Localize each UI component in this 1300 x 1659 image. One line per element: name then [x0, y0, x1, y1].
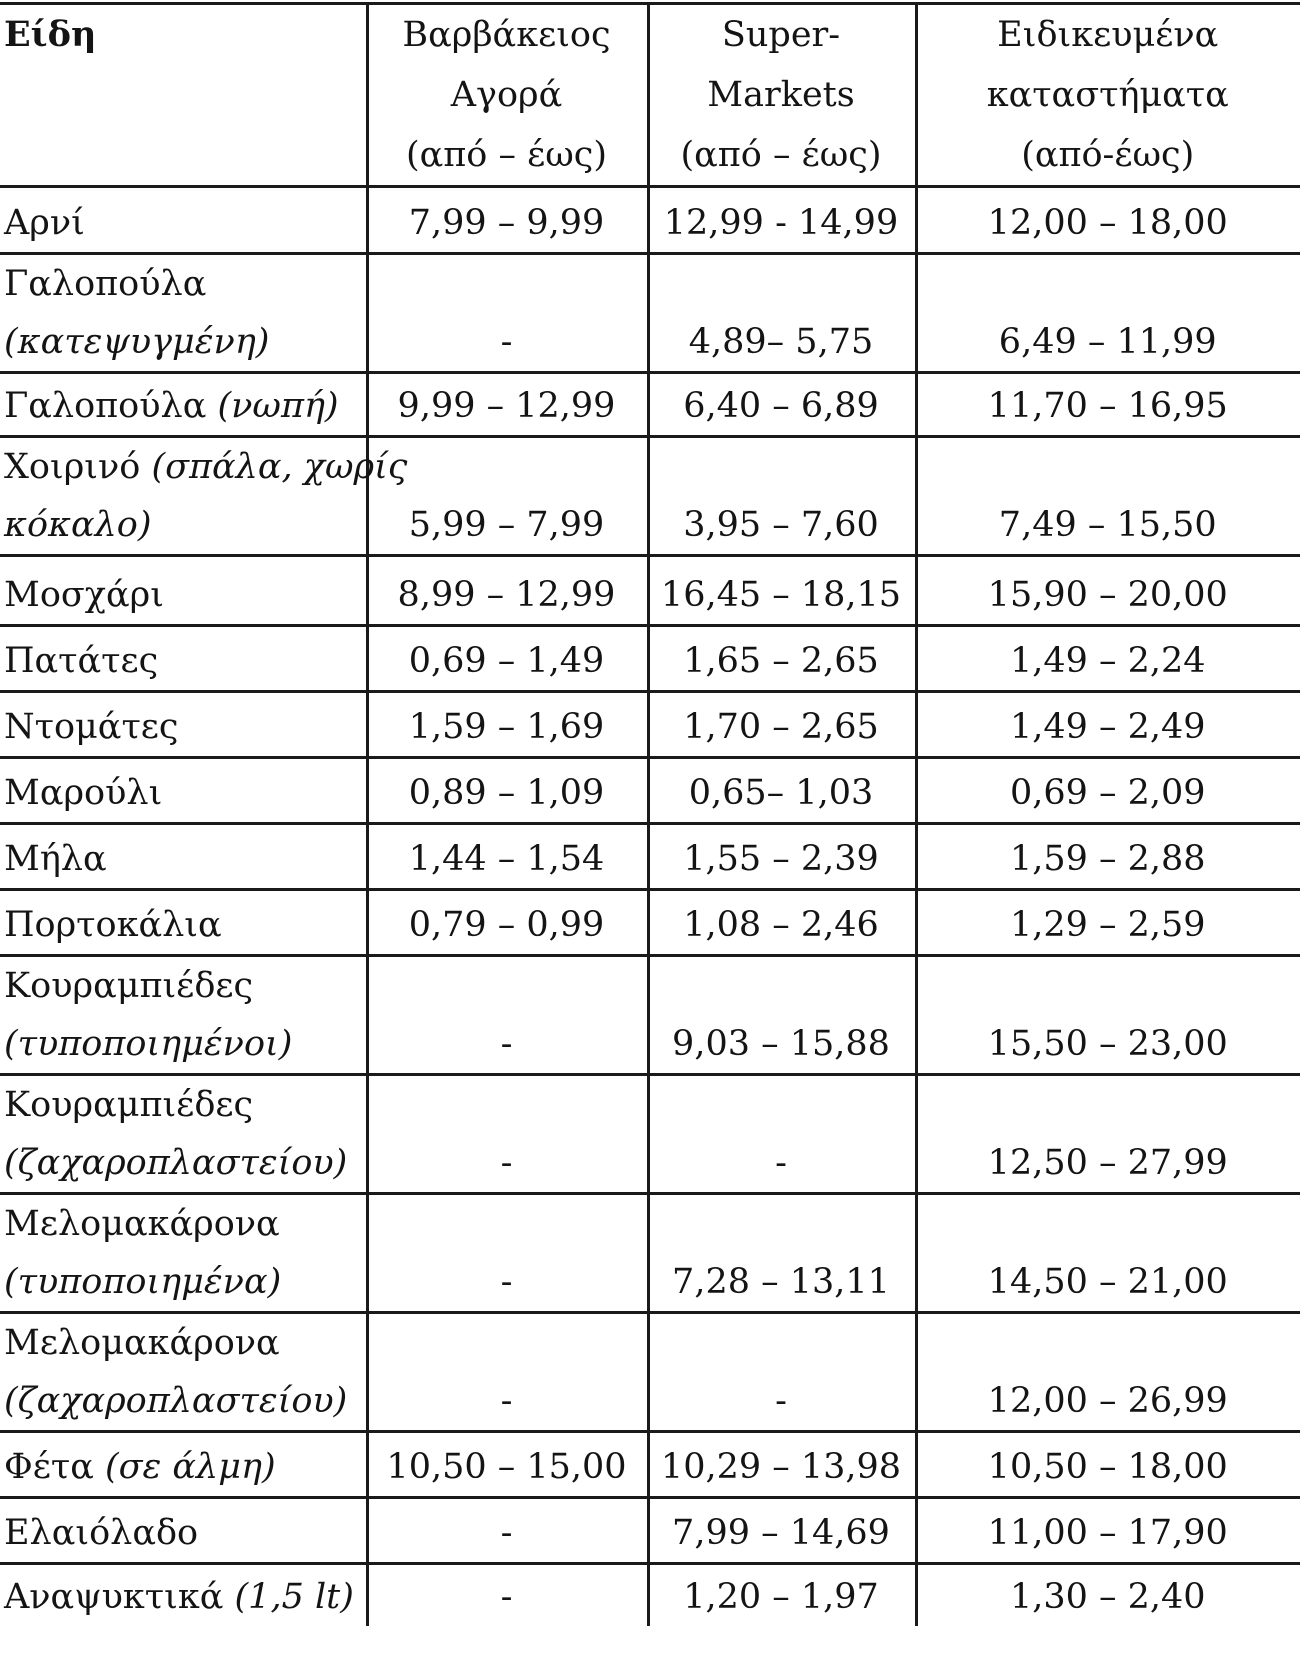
- header-supermarkets-line: Super-Markets: [707, 15, 855, 115]
- item-name: Χοιρινό: [4, 447, 152, 487]
- table-row: [0, 1498, 1300, 1564]
- specialty-price: 1,59 – 2,88: [916, 824, 1300, 890]
- item-note-continued: κόκαλο): [4, 505, 152, 545]
- specialty-price: 11,70 – 16,95: [916, 373, 1300, 437]
- market-price: -: [367, 1564, 648, 1626]
- header-market: [367, 4, 648, 187]
- item-cell: [0, 824, 367, 890]
- market-price: -: [367, 956, 648, 1075]
- market-price: 1,59 – 1,69: [367, 692, 648, 758]
- table-row: [0, 1075, 1300, 1194]
- header-item: [0, 4, 367, 187]
- table-row: [0, 956, 1300, 1075]
- item-name: Γαλοπούλα: [4, 264, 207, 304]
- header-specialty-line: καταστήματα: [986, 75, 1229, 115]
- specialty-price: 12,50 – 27,99: [916, 1075, 1300, 1194]
- specialty-price: 6,49 – 11,99: [916, 254, 1300, 373]
- market-price: -: [367, 1194, 648, 1313]
- item-note: (κατεψυγμένη): [4, 322, 270, 362]
- item-name: Αναψυκτικά: [4, 1576, 235, 1617]
- market-price: 0,89 – 1,09: [367, 758, 648, 824]
- specialty-price: 10,50 – 18,00: [916, 1432, 1300, 1498]
- supermarket-price: 1,08 – 2,46: [648, 890, 916, 956]
- header-row: [0, 4, 1300, 187]
- item-note: (νωπή): [217, 386, 339, 426]
- specialty-price: 1,49 – 2,24: [916, 626, 1300, 692]
- specialty-price: 12,00 – 26,99: [916, 1313, 1300, 1432]
- item-cell: [0, 1194, 367, 1313]
- market-price: 5,99 – 7,99: [367, 437, 648, 556]
- item-cell: [0, 1075, 367, 1194]
- item-cell: [0, 1498, 367, 1564]
- item-cell: [0, 956, 367, 1075]
- item-name: Γαλοπούλα: [4, 386, 218, 426]
- header-item-label: Είδη: [4, 14, 97, 55]
- item-name: Πατάτες: [4, 641, 159, 681]
- supermarket-price: 9,03 – 15,88: [648, 956, 916, 1075]
- table-row: [0, 1194, 1300, 1313]
- item-cell: [0, 626, 367, 692]
- item-name: Ελαιόλαδο: [4, 1513, 199, 1553]
- market-price: -: [367, 1313, 648, 1432]
- supermarket-price: -: [648, 1313, 916, 1432]
- table-row: [0, 1432, 1300, 1498]
- item-cell: [0, 254, 367, 373]
- market-price: -: [367, 254, 648, 373]
- item-cell: [0, 758, 367, 824]
- table-row: [0, 1564, 1300, 1626]
- market-price: 0,69 – 1,49: [367, 626, 648, 692]
- table-row: [0, 824, 1300, 890]
- table-row: [0, 254, 1300, 373]
- item-cell: [0, 187, 367, 254]
- market-price: 10,50 – 15,00: [367, 1432, 648, 1498]
- market-price: -: [367, 1075, 648, 1194]
- supermarket-price: 10,29 – 13,98: [648, 1432, 916, 1498]
- table-row: [0, 556, 1300, 626]
- table-row: [0, 437, 1300, 556]
- supermarket-price: 7,28 – 13,11: [648, 1194, 916, 1313]
- specialty-price: 11,00 – 17,90: [916, 1498, 1300, 1564]
- table-row: [0, 758, 1300, 824]
- specialty-price: 14,50 – 21,00: [916, 1194, 1300, 1313]
- item-cell: [0, 692, 367, 758]
- supermarket-price: 3,95 – 7,60: [648, 437, 916, 556]
- item-cell: [0, 890, 367, 956]
- price-table: [0, 2, 1300, 1626]
- item-cell: [0, 1313, 367, 1432]
- item-name: Ντομάτες: [4, 707, 179, 747]
- specialty-price: 15,90 – 20,00: [916, 556, 1300, 626]
- table-row: [0, 890, 1300, 956]
- supermarket-price: 12,99 - 14,99: [648, 187, 916, 254]
- market-price: 9,99 – 12,99: [367, 373, 648, 437]
- market-price: 0,79 – 0,99: [367, 890, 648, 956]
- header-supermarkets-line: (από – έως): [680, 135, 882, 175]
- table-row: [0, 1313, 1300, 1432]
- item-cell: [0, 437, 408, 556]
- supermarket-price: 1,70 – 2,65: [648, 692, 916, 758]
- table-row: [0, 692, 1300, 758]
- item-name: Κουραμπιέδες: [4, 966, 254, 1006]
- specialty-price: 1,30 – 2,40: [916, 1564, 1300, 1626]
- header-supermarkets: [648, 4, 916, 187]
- market-price: 7,99 – 9,99: [367, 187, 648, 254]
- supermarket-price: 1,20 – 1,97: [648, 1564, 916, 1626]
- table-row: [0, 373, 1300, 437]
- header-specialty: [916, 4, 1300, 187]
- item-note: (ζαχαροπλαστείου): [4, 1381, 348, 1421]
- supermarket-price: 6,40 – 6,89: [648, 373, 916, 437]
- item-note: (τυποποιημένα): [4, 1262, 282, 1302]
- table-row: [0, 187, 1300, 254]
- item-cell: [0, 556, 367, 626]
- header-specialty-line: (από-έως): [1021, 135, 1195, 175]
- item-cell: [0, 373, 367, 437]
- specialty-price: 1,49 – 2,49: [916, 692, 1300, 758]
- item-cell: [0, 1432, 367, 1498]
- table-body: [0, 187, 1300, 1626]
- supermarket-price: 4,89– 5,75: [648, 254, 916, 373]
- header-specialty-line: Ειδικευμένα: [997, 15, 1219, 55]
- item-name: Μελομακάρονα: [4, 1204, 280, 1244]
- supermarket-price: 16,45 – 18,15: [648, 556, 916, 626]
- item-note: (1,5 lt): [234, 1576, 354, 1617]
- supermarket-price: 0,65– 1,03: [648, 758, 916, 824]
- supermarket-price: 7,99 – 14,69: [648, 1498, 916, 1564]
- market-price: 1,44 – 1,54: [367, 824, 648, 890]
- supermarket-price: 1,65 – 2,65: [648, 626, 916, 692]
- supermarket-price: -: [648, 1075, 916, 1194]
- specialty-price: 15,50 – 23,00: [916, 956, 1300, 1075]
- item-cell: [0, 1564, 367, 1626]
- header-market-line: Αγορά: [450, 75, 563, 115]
- specialty-price: 0,69 – 2,09: [916, 758, 1300, 824]
- item-name: Πορτοκάλια: [4, 905, 222, 945]
- market-price: -: [367, 1498, 648, 1564]
- header-market-line: Βαρβάκειος: [402, 15, 611, 55]
- item-name: Φέτα: [4, 1447, 105, 1487]
- item-name: Μελομακάρονα: [4, 1323, 280, 1363]
- item-name: Μήλα: [4, 839, 107, 879]
- item-note: (σε άλμη): [104, 1447, 276, 1487]
- supermarket-price: 1,55 – 2,39: [648, 824, 916, 890]
- item-name: Μοσχάρι: [4, 575, 164, 615]
- item-name: Μαρούλι: [4, 773, 163, 813]
- table-row: [0, 626, 1300, 692]
- header-market-line: (από – έως): [405, 135, 608, 175]
- item-note: (ζαχαροπλαστείου): [4, 1143, 348, 1183]
- item-note: (τυποποιημένοι): [4, 1024, 293, 1064]
- specialty-price: 12,00 – 18,00: [916, 187, 1300, 254]
- specialty-price: 1,29 – 2,59: [916, 890, 1300, 956]
- market-price: 8,99 – 12,99: [367, 556, 648, 626]
- item-name: Αρνί: [4, 203, 85, 243]
- specialty-price: 7,49 – 15,50: [916, 437, 1300, 556]
- item-note: (σπάλα, χωρίς: [151, 447, 408, 487]
- item-name: Κουραμπιέδες: [4, 1085, 254, 1125]
